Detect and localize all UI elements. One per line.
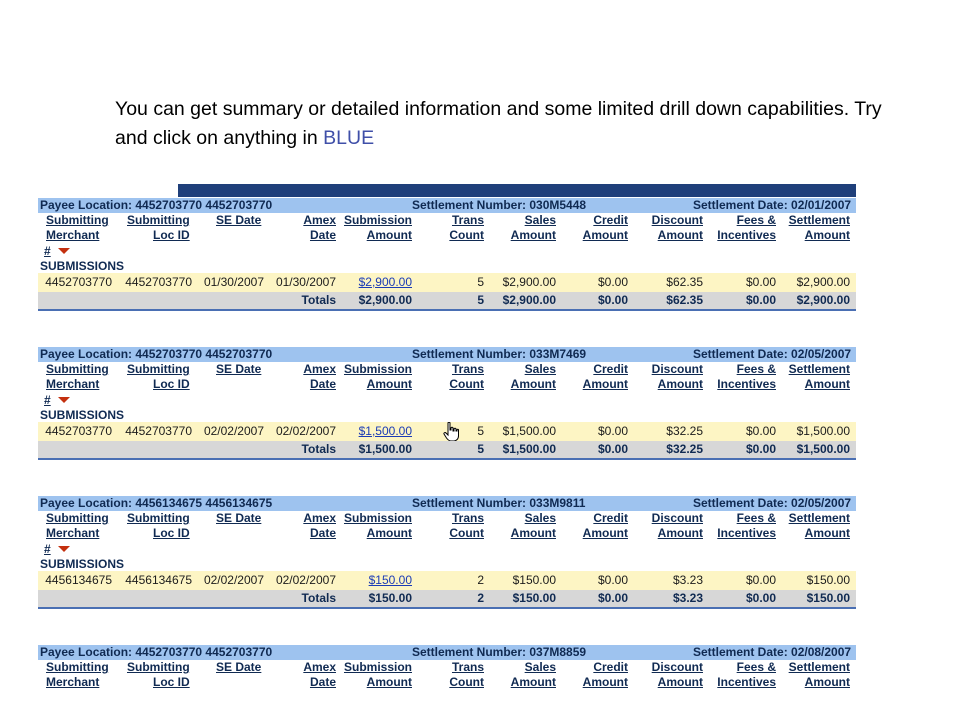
settlement-report-1 — [38, 198, 856, 311]
col-fees-incentives[interactable]: Fees & Incentives — [717, 213, 776, 242]
column-headers — [38, 213, 856, 245]
col-submitting-merchant[interactable]: Submitting Merchant — [46, 511, 109, 540]
submission-amount-link[interactable]: $2,900.00 — [358, 275, 412, 289]
sort-hash-link[interactable]: # — [44, 542, 51, 556]
col-credit-amount[interactable]: Credit Amount — [582, 213, 628, 242]
table-row: 4452703770 4452703770 01/30/2007 01/30/2007 $2,900.00 5 $2,900.00 $0.00 $62.35 $0.00 $2,900.00 — [38, 273, 856, 292]
payee-location: Payee Location: 4456134675 4456134675 — [40, 496, 273, 510]
totals-row: Totals $150.00 2 $150.00 $0.00 $3.23 $0.00 $150.00 — [38, 590, 856, 609]
report-header — [38, 645, 856, 660]
submission-amount-link[interactable]: $150.00 — [368, 573, 412, 587]
submissions-label: SUBMISSIONS — [40, 408, 125, 422]
settlement-number: Settlement Number: 033M7469 — [412, 347, 587, 361]
hand-pointer-cursor-icon — [443, 422, 459, 442]
settlement-report-2 — [38, 347, 856, 460]
col-submission-amount[interactable]: Submission Amount — [343, 213, 412, 242]
col-trans-count[interactable]: Trans Count — [449, 362, 484, 391]
col-sales-amount[interactable]: Sales Amount — [510, 511, 556, 540]
settlement-date: Settlement Date: 02/05/2007 — [693, 496, 852, 510]
settlement-date: Settlement Date: 02/01/2007 — [693, 198, 852, 212]
col-sales-amount[interactable]: Sales Amount — [510, 362, 556, 391]
settlement-report-4 — [38, 645, 856, 695]
col-settlement-amount[interactable]: Settlement Amount — [788, 213, 850, 242]
col-se-date[interactable]: SE Date — [216, 213, 262, 227]
report-header — [38, 496, 856, 511]
col-submitting-loc-id[interactable]: Submitting Loc ID — [127, 213, 190, 242]
submissions-label: SUBMISSIONS — [40, 259, 125, 273]
sort-arrow-icon[interactable] — [58, 248, 70, 254]
col-submission-amount[interactable]: Submission Amount — [343, 660, 412, 689]
settlement-date: Settlement Date: 02/08/2007 — [693, 645, 852, 659]
col-trans-count[interactable]: Trans Count — [449, 213, 484, 242]
col-amex-date[interactable]: Amex Date — [303, 213, 336, 242]
col-fees-incentives[interactable]: Fees & Incentives — [717, 511, 776, 540]
report-toolbar-strip — [38, 184, 856, 197]
col-discount-amount[interactable]: Discount Amount — [651, 660, 703, 689]
settlement-number: Settlement Number: 030M5448 — [412, 198, 587, 212]
column-headers — [38, 660, 856, 692]
settlement-number: Settlement Number: 033M9811 — [412, 496, 586, 510]
sort-arrow-icon[interactable] — [58, 397, 70, 403]
sort-row — [38, 245, 856, 259]
col-trans-count[interactable]: Trans Count — [449, 511, 484, 540]
col-se-date[interactable]: SE Date — [216, 362, 262, 376]
col-submission-amount[interactable]: Submission Amount — [343, 511, 412, 540]
col-submitting-loc-id[interactable]: Submitting Loc ID — [127, 511, 190, 540]
col-se-date[interactable]: SE Date — [216, 660, 262, 674]
intro-text-blue: BLUE — [323, 127, 375, 149]
submissions-label: SUBMISSIONS — [40, 557, 125, 571]
col-discount-amount[interactable]: Discount Amount — [651, 362, 703, 391]
col-submitting-loc-id[interactable]: Submitting Loc ID — [127, 362, 190, 391]
col-settlement-amount[interactable]: Settlement Amount — [788, 511, 850, 540]
col-fees-incentives[interactable]: Fees & Incentives — [717, 362, 776, 391]
col-se-date[interactable]: SE Date — [216, 511, 262, 525]
col-discount-amount[interactable]: Discount Amount — [651, 213, 703, 242]
table-row: 4452703770 4452703770 02/02/2007 02/02/2007 $1,500.00 5 $1,500.00 $0.00 $32.25 $0.00 $1,500.00 — [38, 422, 856, 441]
col-credit-amount[interactable]: Credit Amount — [582, 362, 628, 391]
col-submitting-merchant[interactable]: Submitting Merchant — [46, 660, 109, 689]
sort-row — [38, 394, 856, 408]
sort-hash-link[interactable]: # — [44, 393, 51, 407]
settlement-report-3 — [38, 496, 856, 609]
totals-row: Totals $2,900.00 5 $2,900.00 $0.00 $62.35 $0.00 $2,900.00 — [38, 292, 856, 311]
col-credit-amount[interactable]: Credit Amount — [582, 660, 628, 689]
submission-amount-link[interactable]: $1,500.00 — [358, 424, 412, 438]
payee-location: Payee Location: 4452703770 4452703770 — [40, 347, 273, 361]
col-fees-incentives[interactable]: Fees & Incentives — [717, 660, 776, 689]
sort-hash-link[interactable]: # — [44, 244, 51, 258]
col-amex-date[interactable]: Amex Date — [303, 511, 336, 540]
settlement-date: Settlement Date: 02/05/2007 — [693, 347, 852, 361]
col-trans-count[interactable]: Trans Count — [449, 660, 484, 689]
col-credit-amount[interactable]: Credit Amount — [582, 511, 628, 540]
column-headers — [38, 362, 856, 394]
col-settlement-amount[interactable]: Settlement Amount — [788, 660, 850, 689]
sort-arrow-icon[interactable] — [58, 546, 70, 552]
col-sales-amount[interactable]: Sales Amount — [510, 660, 556, 689]
report-header — [38, 347, 856, 362]
sort-row — [38, 543, 856, 557]
report-header — [38, 198, 856, 213]
col-amex-date[interactable]: Amex Date — [303, 362, 336, 391]
payee-location: Payee Location: 4452703770 4452703770 — [40, 198, 273, 212]
settlement-number: Settlement Number: 037M8859 — [412, 645, 587, 659]
col-submitting-merchant[interactable]: Submitting Merchant — [46, 213, 109, 242]
totals-row: Totals $1,500.00 5 $1,500.00 $0.00 $32.25 $0.00 $1,500.00 — [38, 441, 856, 460]
col-submission-amount[interactable]: Submission Amount — [343, 362, 412, 391]
payee-location: Payee Location: 4452703770 4452703770 — [40, 645, 273, 659]
intro-text-main: You can get summary or detailed information and some limited drill down capabilities. Try and click on anything in — [115, 98, 882, 149]
col-settlement-amount[interactable]: Settlement Amount — [788, 362, 850, 391]
col-submitting-merchant[interactable]: Submitting Merchant — [46, 362, 109, 391]
col-submitting-loc-id[interactable]: Submitting Loc ID — [127, 660, 190, 689]
col-discount-amount[interactable]: Discount Amount — [651, 511, 703, 540]
col-amex-date[interactable]: Amex Date — [303, 660, 336, 689]
intro-text — [115, 95, 915, 153]
col-sales-amount[interactable]: Sales Amount — [510, 213, 556, 242]
column-headers — [38, 511, 856, 543]
table-row: 4456134675 4456134675 02/02/2007 02/02/2007 $150.00 2 $150.00 $0.00 $3.23 $0.00 $150.00 — [38, 571, 856, 590]
